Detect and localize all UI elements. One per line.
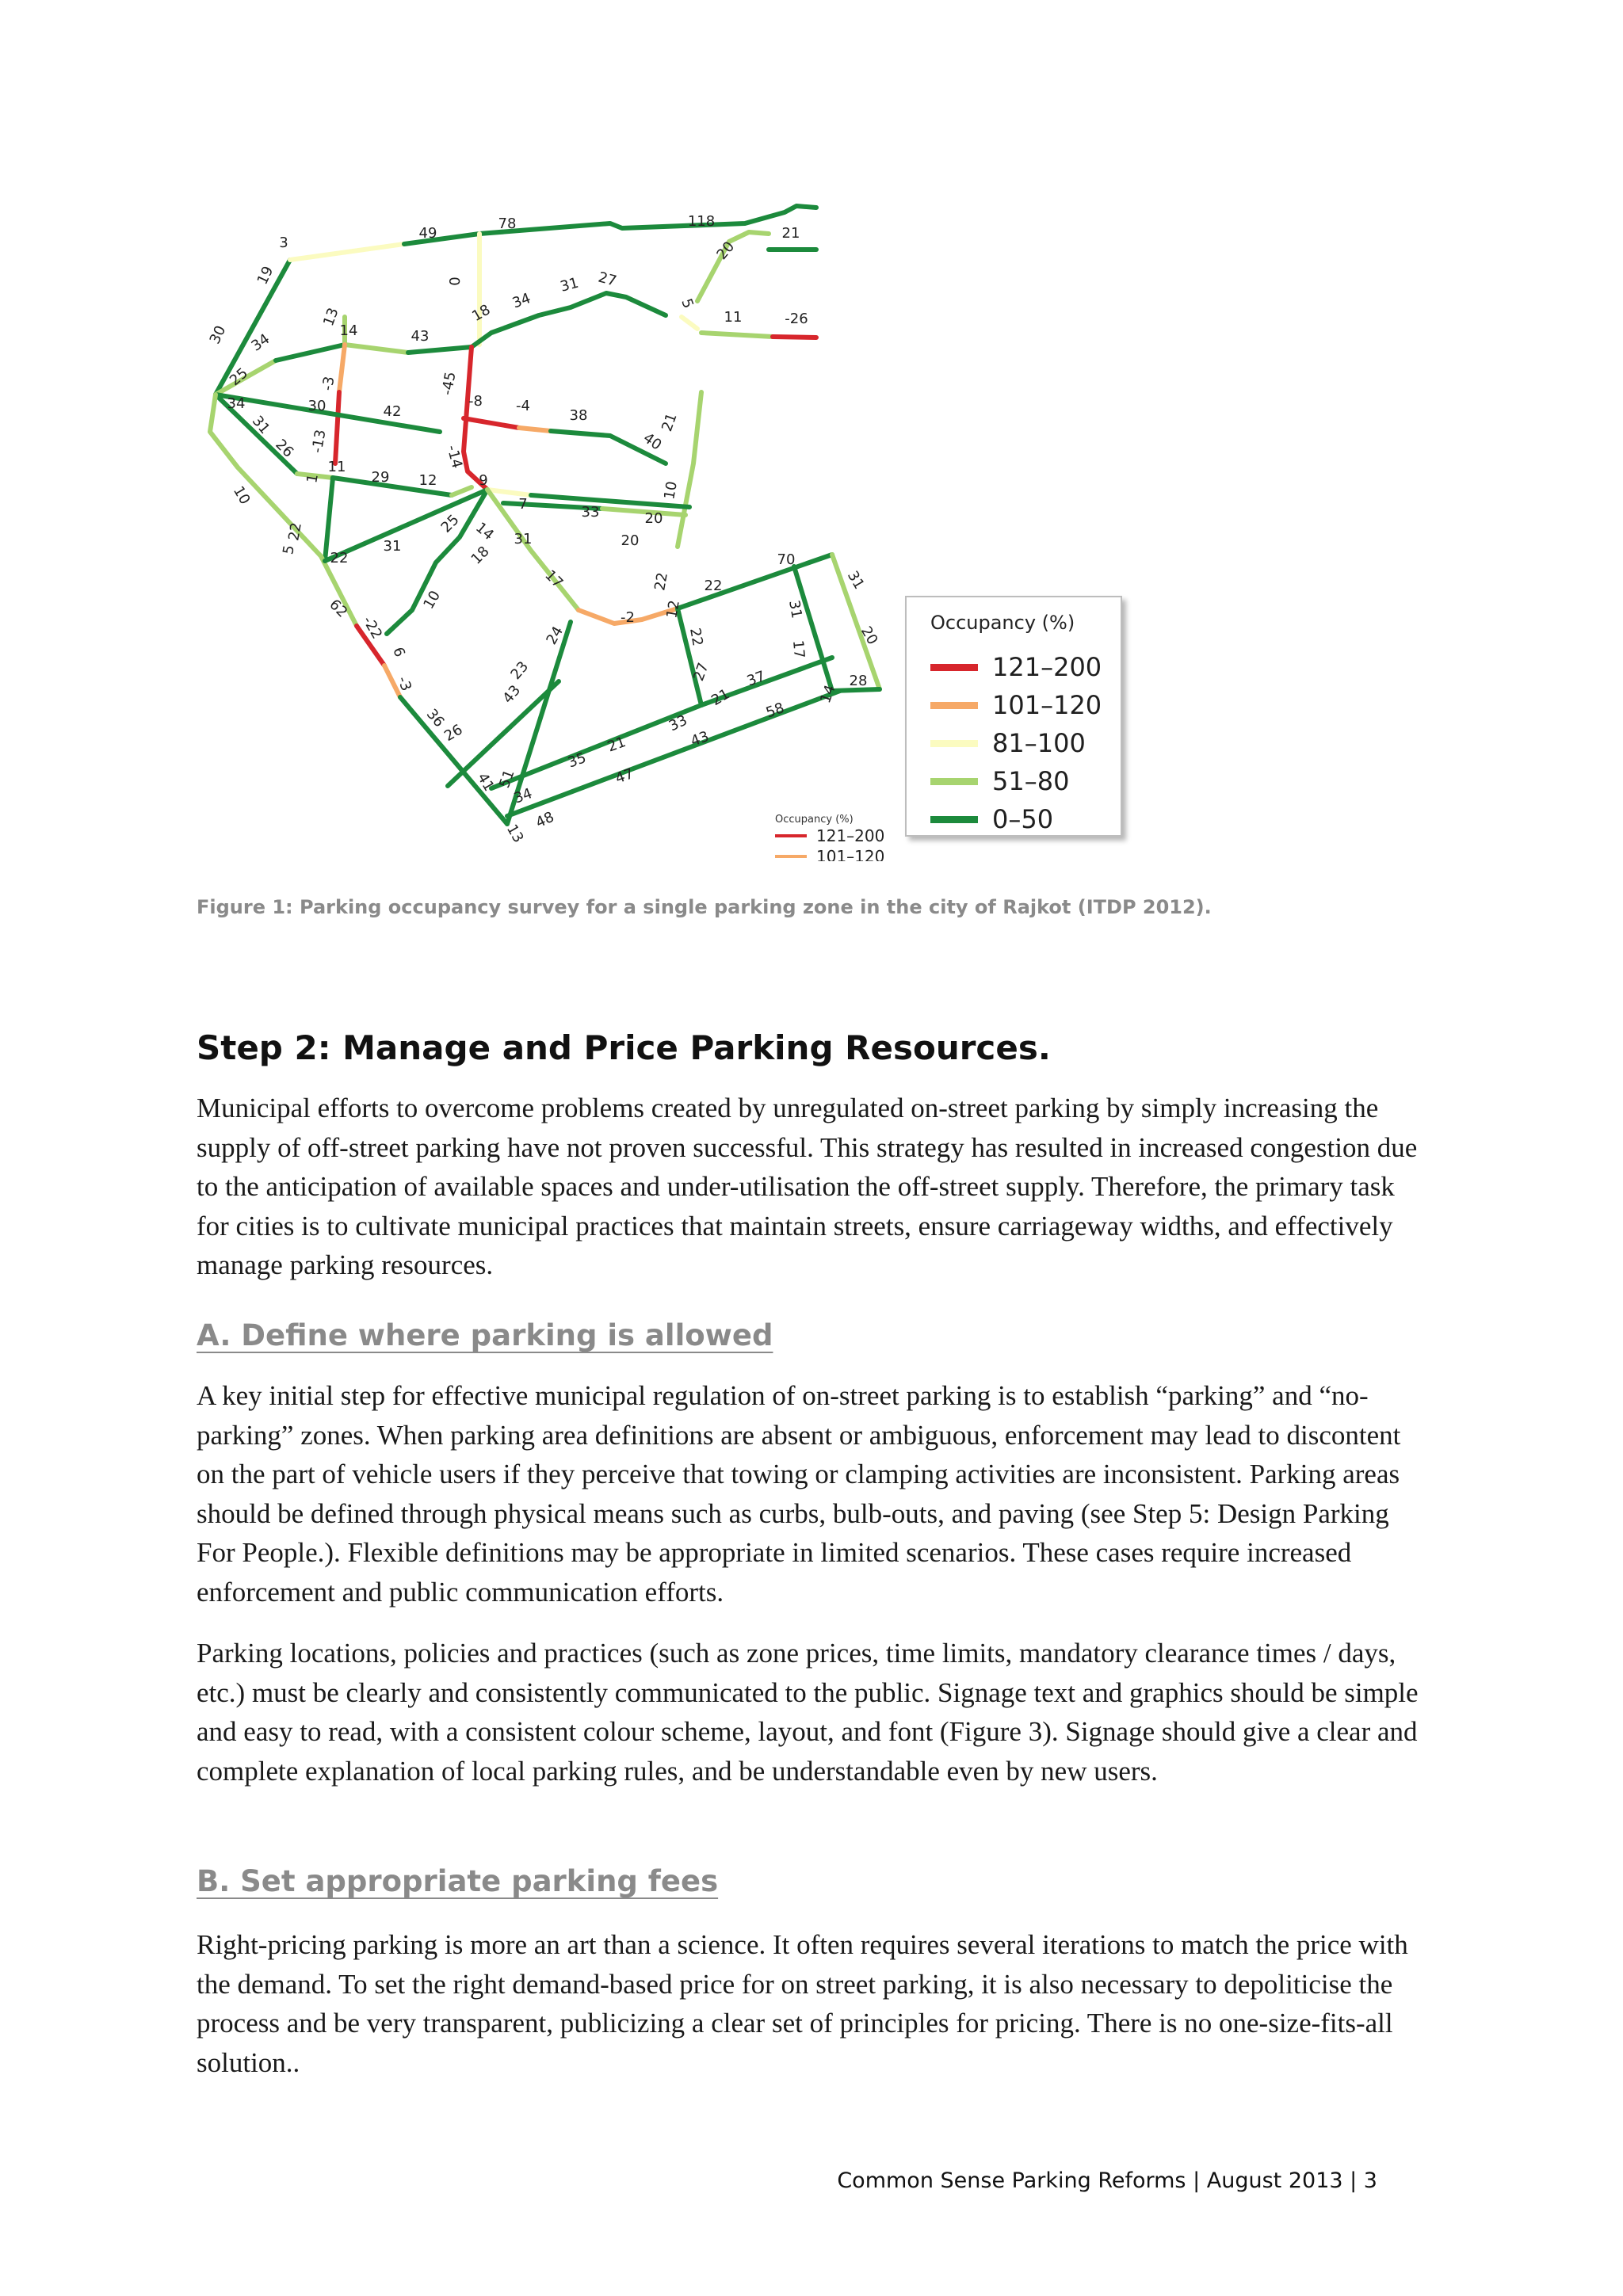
mini-legend-label: 101–120 — [816, 847, 885, 861]
street-segment — [400, 697, 507, 824]
segment-occupancy-label: -3 — [319, 375, 338, 392]
segment-occupancy-label: 13 — [502, 822, 527, 846]
street-segment — [325, 478, 333, 561]
section-a-paragraph: A key initial step for effective municipal regulation of on-street parking is to establish “parking” and “no-parking” zones. When parking area definitions are absent or ambiguous, enforcement may lead to discontent on the part of vehicle users if they perceive that towing or clamping activities are inconsistent. Parking areas should be defined through physical means such as curbs, bulb-outs, and paving (see Step 5: Design Parking For People.). Flexible definitions may be appropriate in limited scenarios. These cases require increased enforcement and public communication efforts. — [197, 1380, 1401, 1608]
street-segment — [773, 337, 816, 338]
street-segment — [290, 244, 404, 260]
segment-occupancy-label: 34 — [227, 395, 246, 412]
segment-occupancy-label: -22 — [359, 613, 386, 643]
segment-occupancy-label: 28 — [849, 673, 868, 689]
segment-occupancy-label: 47 — [613, 765, 636, 788]
segment-occupancy-label: 35 — [565, 749, 589, 772]
segment-occupancy-label: 33 — [666, 711, 690, 735]
street-segment — [325, 490, 487, 561]
segment-occupancy-label: 30 — [307, 398, 327, 414]
segment-occupancy-label: 14 — [472, 519, 498, 544]
segment-occupancy-label: -45 — [438, 370, 460, 397]
street-segment — [452, 487, 472, 495]
segment-occupancy-label: 10 — [229, 483, 254, 508]
legend-item — [930, 688, 1102, 723]
segment-occupancy-label: 118 — [687, 213, 716, 230]
segment-occupancy-label: 20 — [713, 238, 739, 263]
segment-occupancy-label: 13 — [320, 305, 342, 329]
segment-occupancy-label: 21 — [605, 734, 628, 756]
segment-occupancy-label: 24 — [543, 624, 567, 648]
mini-legend-swatch — [775, 855, 807, 858]
segment-occupancy-label: 31 — [843, 568, 868, 593]
segment-occupancy-label: 21 — [659, 410, 681, 434]
street-segment — [678, 555, 832, 608]
segment-occupancy-label: 37 — [744, 668, 768, 690]
legend-label: 81–100 — [992, 728, 1086, 758]
segment-occupancy-label: 31 — [383, 538, 402, 555]
segment-occupancy-label: 1 — [304, 472, 322, 485]
section-b-heading: B. Set appropriate parking fees — [197, 1864, 719, 1898]
mini-legend-label: 121–200 — [816, 826, 885, 845]
segment-occupancy-label: 22 — [330, 550, 349, 566]
segment-occupancy-label: -13 — [308, 428, 330, 455]
map-labels — [207, 213, 881, 845]
segment-occupancy-label: 22 — [285, 521, 305, 543]
legend-swatch — [930, 740, 978, 747]
legend-label: 121–200 — [992, 652, 1102, 682]
segment-occupancy-label: 20 — [857, 624, 881, 648]
segment-occupancy-label: 31 — [785, 598, 805, 620]
legend-label: 51–80 — [992, 766, 1070, 796]
segment-occupancy-label: 31 — [514, 531, 533, 547]
segment-occupancy-label: 11 — [327, 459, 346, 475]
segment-occupancy-label: 70 — [777, 551, 796, 568]
segment-occupancy-label: 40 — [640, 429, 665, 454]
segment-occupancy-label: 18 — [469, 301, 494, 326]
street-segment — [701, 333, 773, 337]
segment-occupancy-label: 21 — [781, 225, 800, 242]
segment-occupancy-label: -8 — [468, 393, 483, 410]
street-segment — [210, 395, 357, 626]
street-segment — [678, 392, 701, 547]
segment-occupancy-label: 43 — [688, 728, 712, 750]
segment-occupancy-label: 30 — [206, 322, 230, 347]
legend-label: 0–50 — [992, 804, 1054, 834]
segment-occupancy-label: 20 — [644, 510, 663, 527]
figure-caption: Figure 1: Parking occupancy survey for a single parking zone in the city of Rajkot (ITDP 2012). — [197, 896, 1212, 918]
segment-occupancy-label: -3 — [394, 674, 415, 694]
segment-occupancy-label: 34 — [511, 785, 535, 807]
section-a-heading: A. Define where parking is allowed — [197, 1318, 773, 1352]
segment-occupancy-label: 17 — [541, 566, 567, 592]
legend-swatch — [930, 664, 978, 671]
street-segment — [507, 691, 840, 816]
segment-occupancy-label: 17 — [789, 639, 808, 659]
legend-title: Occupancy (%) — [930, 612, 1075, 634]
street-segment — [345, 345, 408, 353]
street-segment — [678, 608, 701, 705]
segment-occupancy-label: -14 — [443, 443, 466, 471]
segment-occupancy-label: 23 — [507, 658, 533, 683]
segment-occupancy-label: 18 — [468, 543, 493, 568]
mini-legend-swatch — [775, 834, 807, 837]
segment-occupancy-label: 43 — [411, 328, 430, 345]
street-segment — [794, 566, 832, 691]
segment-occupancy-label: 22 — [651, 570, 671, 593]
intro-paragraph: Municipal efforts to overcome problems created by unregulated on-street parking by simply increasing the supply of off-street parking have not proven successful. This strategy has resulted in increased congestion due to the anticipation of available spaces and under-utilisation the off-street supply. Therefore, the primary task for cities is to cultivate municipal practices that maintain streets, ensure carriageway widths, and effectively manage parking resources. — [197, 1093, 1418, 1280]
segment-occupancy-label: 7 — [518, 496, 528, 513]
segment-occupancy-label: 22 — [704, 578, 723, 594]
segment-occupancy-label: 42 — [383, 403, 402, 420]
legend-swatch — [930, 778, 978, 785]
segment-occupancy-label: 12 — [663, 598, 683, 620]
segment-occupancy-label: 33 — [581, 504, 600, 521]
segment-occupancy-label: 3 — [279, 235, 288, 251]
segment-occupancy-label: 38 — [569, 407, 588, 424]
street-segment — [472, 293, 666, 347]
segment-occupancy-label: 31 — [558, 274, 581, 296]
segment-occupancy-label: 22 — [686, 626, 706, 648]
segment-occupancy-label: -2 — [621, 609, 635, 626]
segment-occupancy-label: 58 — [763, 700, 787, 722]
legend-item — [930, 764, 1069, 799]
segment-occupancy-label: 11 — [724, 309, 743, 326]
street-segment — [464, 418, 519, 428]
segment-occupancy-label: 19 — [254, 263, 277, 288]
street-segment — [479, 206, 816, 234]
cropped-mini-legend — [775, 814, 902, 861]
parking-occupancy-figure — [190, 190, 1141, 864]
street-segment — [335, 392, 339, 463]
segment-occupancy-label: 26 — [441, 721, 466, 746]
page-footer: Common Sense Parking Reforms | August 2013 | 3 — [837, 2168, 1377, 2193]
segment-occupancy-label: 62 — [326, 596, 351, 621]
segment-occupancy-label: 29 — [371, 469, 390, 486]
segment-occupancy-label: 78 — [498, 215, 517, 232]
segment-occupancy-label: 25 — [437, 511, 463, 536]
segment-occupancy-label: 14 — [817, 682, 839, 706]
segment-occupancy-label: 48 — [533, 808, 557, 832]
segment-occupancy-label: -26 — [785, 311, 808, 327]
segment-occupancy-label: 34 — [248, 330, 273, 355]
segment-occupancy-label: 10 — [661, 479, 681, 502]
legend-item — [930, 650, 1102, 685]
street-segment — [276, 345, 345, 360]
legend-item — [930, 726, 1086, 761]
street-segment — [404, 234, 479, 244]
mini-legend-item — [775, 846, 902, 861]
street-segment — [682, 317, 697, 329]
segment-occupancy-label: 10 — [420, 588, 445, 612]
segment-occupancy-label: 51 — [496, 767, 518, 791]
street-segment — [697, 232, 769, 301]
street-segment — [487, 490, 531, 495]
segment-occupancy-label: 20 — [621, 532, 640, 549]
segment-occupancy-label: 49 — [418, 225, 437, 242]
occupancy-legend — [905, 596, 1122, 837]
legend-label: 101–120 — [992, 690, 1102, 720]
legend-swatch — [930, 816, 978, 823]
segment-occupancy-label: 21 — [708, 685, 733, 710]
segment-occupancy-label: 41 — [473, 770, 498, 795]
section-b-paragraph: Right-pricing parking is more an art than a science. It often requires several iterations to match the price with the demand. To set the right demand-based price for on street parking, it is also necessary to depoliticise the process and be very transparent, publicizing a clear set of principles for pricing. There is no one-size-fits-all solution.. — [197, 1929, 1408, 2078]
segment-occupancy-label: 5 — [678, 296, 697, 311]
segment-occupancy-label: 12 — [418, 472, 437, 489]
segment-occupancy-label: 36 — [422, 705, 448, 730]
street-segment — [519, 428, 551, 431]
segment-occupancy-label: 43 — [499, 681, 525, 707]
segment-occupancy-label: 27 — [596, 269, 619, 290]
step-heading: Step 2: Manage and Price Parking Resources. — [197, 1028, 1051, 1067]
mini-legend-title: Occupancy (%) — [775, 814, 854, 826]
segment-occupancy-label: 25 — [226, 364, 251, 390]
street-segments — [210, 206, 880, 824]
street-segment — [602, 509, 685, 515]
segment-occupancy-label: 6 — [389, 645, 408, 660]
segment-occupancy-label: 34 — [510, 290, 533, 312]
legend-swatch — [930, 702, 978, 709]
segment-occupancy-label: -4 — [516, 398, 530, 414]
segment-occupancy-label: 26 — [272, 436, 297, 461]
segment-occupancy-label: 31 — [248, 412, 273, 437]
segment-occupancy-label: 0 — [447, 277, 464, 286]
legend-item — [930, 802, 1053, 837]
segment-occupancy-label: 27 — [690, 660, 712, 684]
segment-occupancy-label: 5 — [280, 543, 298, 556]
segment-occupancy-label: 9 — [479, 472, 488, 489]
street-segment — [339, 345, 345, 392]
section-a-paragraph: Parking locations, policies and practices (such as zone prices, time limits, mandatory clearance times / days, etc.) must be clearly and consistently communicated to the public. Signage text and graphics should be simple and easy to read, with a consistent colour scheme, layout, and font (Figure 3). Signage should give a clear and complete explanation of local parking rules, and be understandable even by new users. — [197, 1638, 1419, 1787]
segment-occupancy-label: 14 — [339, 322, 358, 339]
mini-legend-item — [775, 826, 902, 846]
street-segment — [408, 347, 472, 353]
